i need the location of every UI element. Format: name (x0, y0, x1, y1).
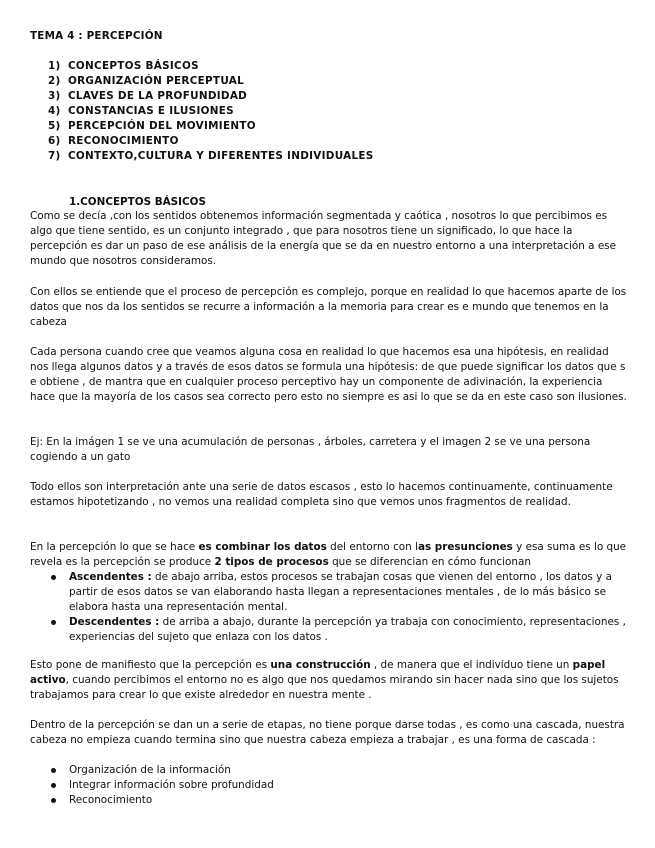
topic-item (48, 74, 374, 89)
topic-item (48, 104, 374, 119)
emphasis: es combinar los datos (198, 541, 327, 553)
text-run: , cuando percibimos el entorno no es algo que nos quedamos mirando sin hacer nada sino que los sujetos trabajamos para crear lo que existe alrededor en nuestra mente . (30, 674, 619, 701)
text-run: del entorno con l (326, 541, 418, 553)
topic-number: 6) (48, 135, 61, 147)
text-run: y esa suma es lo que revela es la percepción se produce (30, 541, 627, 568)
paragraph-process (30, 285, 630, 330)
stage-item: Reconocimiento (48, 793, 630, 808)
topic-label: CONCEPTOS BÁSICOS (68, 60, 199, 72)
emphasis: as presunciones (417, 541, 513, 553)
emphasis: una construcción (270, 659, 371, 671)
topic-item (48, 134, 374, 149)
paragraph-combination (30, 540, 630, 570)
paragraph-stages (30, 718, 630, 748)
topic-item (48, 149, 374, 164)
stage-list (48, 763, 630, 808)
emphasis: papel activo (30, 659, 606, 686)
text-run: En la percepción lo que se hace (30, 541, 199, 553)
text-run: Esto pone de manifiesto que la percepción es (30, 659, 271, 671)
topic-label: CONTEXTO,CULTURA Y DIFERENTES INDIVIDUALES (68, 150, 374, 162)
process-text: de abajo arriba, estos procesos se trabajan cosas que vienen del entorno , los datos y a partir de esos datos se van elaborando hasta llegan a representaciones mentales , de lo más básico se elabora hasta una representación mental. (69, 571, 612, 613)
topic-item (48, 59, 374, 74)
topic-item (48, 119, 374, 134)
paragraph-text: Dentro de la percepción se dan un a serie de etapas, no tiene porque darse todas , es como una cascada, nuestra cabeza no empieza cuando termina sino que nuestra cabeza empieza a trabajar , es una forma de cascada : (30, 719, 625, 746)
topic-label: CLAVES DE LA PROFUNDIDAD (68, 90, 248, 102)
topic-number: 5) (48, 120, 61, 132)
stage-item: Integrar información sobre profundidad (48, 778, 630, 793)
paragraph-interpretation (30, 480, 630, 510)
paragraph-text: Como se decía ,con los sentidos obtenemos información segmentada y caótica , nosotros lo que percibimos es algo que tiene sentido, es un conjunto integrado , que para nosotros tiene un significado, lo que hace la percepción es dar un paso de ese análisis de la energía que se da en nuestro entorno a una interpretación a ese mundo que nosotros consideramos. (30, 210, 617, 267)
stage-item: Organización de la información (48, 763, 630, 778)
topic-label: RECONOCIMIENTO (68, 135, 179, 147)
process-item (48, 570, 630, 615)
emphasis: 2 tipos de procesos (214, 556, 329, 568)
process-label: Ascendentes : (69, 571, 152, 583)
topic-list (48, 59, 374, 164)
paragraph-intro (30, 209, 630, 269)
topic-number: 1) (48, 60, 61, 72)
topic-label: ORGANIZACIÓN PERCEPTUAL (68, 75, 245, 87)
paragraph-text: Todo ellos son interpretación ante una serie de datos escasos , esto lo hacemos continuamente, continuamente estamos hipotetizando , no vemos una realidad completa sino que vemos unos fragmentos de realidad. (30, 481, 613, 508)
process-label: Descendentes : (69, 616, 160, 628)
topic-number: 4) (48, 105, 61, 117)
topic-number: 2) (48, 75, 61, 87)
paragraph-text: Ej: En la imágen 1 se ve una acumulación de personas , árboles, carretera y el imagen 2 se ve una persona cogiendo a un gato (30, 436, 591, 463)
topic-number: 7) (48, 150, 61, 162)
paragraph-text: Con ellos se entiende que el proceso de percepción es complejo, porque en realidad lo que hacemos aparte de los datos que nos da los sentidos se recurre a información a la memoria para crear es e mundo que tenemos en la cabeza (30, 286, 627, 328)
text-run: , de manera que el individuo tiene un (370, 659, 573, 671)
topic-number: 3) (48, 90, 61, 102)
topic-item (48, 89, 374, 104)
paragraph-construction (30, 658, 630, 703)
document-title: TEMA 4 : PERCEPCIÓN (30, 30, 163, 42)
process-item (48, 615, 630, 645)
paragraph-text: Cada persona cuando cree que veamos alguna cosa en realidad lo que hacemos esa una hipótesis, en realidad nos llega algunos datos y a través de esos datos se formula una hipótesis: de que puede significar los datos que s e obtiene , de mantra que en cualquier proceso perceptivo hay un componente de adivinación, la experiencia hace que la mayoría de los casos sea correcto pero esto no siempre es asi lo que se da en este caso son ilusiones. (30, 346, 627, 403)
text-run: que se diferencian en cómo funcionan (328, 556, 531, 568)
process-list (48, 570, 630, 645)
paragraph-example (30, 435, 630, 465)
topic-label: CONSTANCIAS E ILUSIONES (68, 105, 234, 117)
paragraph-hypothesis (30, 345, 630, 405)
topic-label: PERCEPCIÓN DEL MOVIMIENTO (68, 120, 256, 132)
section-heading: 1.CONCEPTOS BÁSICOS (69, 196, 206, 208)
paragraph-text (30, 540, 630, 570)
process-text: de arriba a abajo, durante la percepción ya trabaja con conocimiento, representaciones , experiencias del sujeto que enlaza con los datos . (69, 616, 626, 643)
paragraph-text (30, 658, 630, 703)
